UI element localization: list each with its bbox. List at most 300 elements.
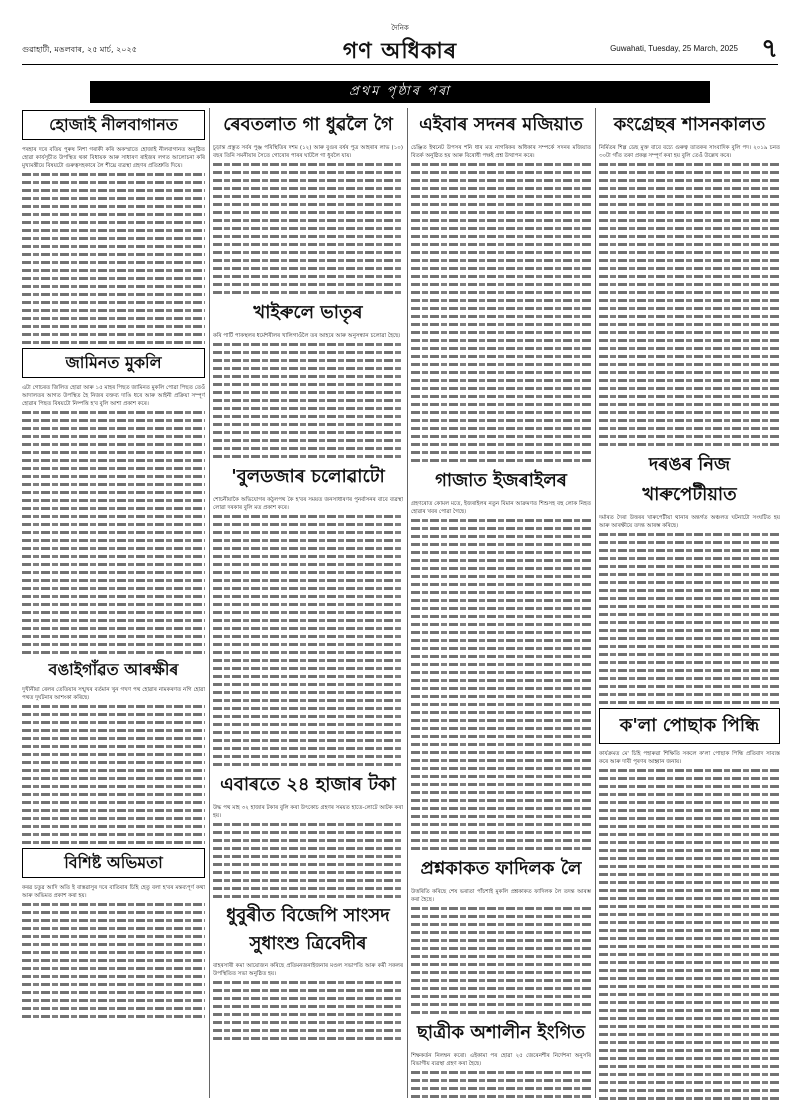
text-line <box>411 416 591 424</box>
headline-24-thousand: এবাৰতে ২৪ হাজাৰ টকা <box>220 774 396 795</box>
text-line <box>411 328 591 336</box>
text-line <box>599 546 780 554</box>
text-line <box>22 520 205 528</box>
text-line <box>213 1026 403 1034</box>
text-line <box>411 184 591 192</box>
text-line <box>213 560 403 568</box>
text-line <box>599 168 780 176</box>
text-line <box>599 838 780 846</box>
text-line <box>22 1004 205 1012</box>
text-line <box>411 992 591 1000</box>
text-line <box>411 920 591 928</box>
section-banner: প্ৰথম পৃষ্ঠাৰ পৰা <box>90 81 710 103</box>
text-line <box>599 1054 780 1062</box>
text-line <box>411 216 591 224</box>
text-line <box>599 878 780 886</box>
text-line <box>411 540 591 548</box>
text-line <box>411 232 591 240</box>
text-line <box>213 184 403 192</box>
text-line <box>411 224 591 232</box>
text-line <box>22 480 205 488</box>
text-line <box>411 516 591 524</box>
text-line <box>213 844 403 852</box>
text-line <box>213 712 403 720</box>
text-line <box>213 736 403 744</box>
text-line <box>599 578 780 586</box>
text-line <box>22 290 205 298</box>
masthead-date-right: Guwahati, Tuesday, 25 March, 2025 <box>610 44 738 53</box>
text-line <box>599 288 780 296</box>
article-congress <box>599 144 780 448</box>
text-line <box>411 384 591 392</box>
text-line <box>22 916 205 924</box>
text-line <box>411 352 591 360</box>
text-line <box>599 264 780 272</box>
text-line <box>599 562 780 570</box>
text-line <box>599 982 780 990</box>
text-line <box>411 796 591 804</box>
text-line <box>599 368 780 376</box>
text-line <box>22 980 205 988</box>
text-line <box>22 234 205 242</box>
text-line <box>599 990 780 998</box>
text-line <box>22 218 205 226</box>
text-line <box>22 306 205 314</box>
article-text: উদ্ধ পথ মাহ ৩২ হাজাৰ টকাৰ বুলি কৰা উৎকোচ গ্ৰহণৰ সময়ত হাতে-লোটে আটক কৰা হয়। <box>213 805 403 819</box>
text-line <box>411 200 591 208</box>
text-line <box>599 870 780 878</box>
text-line <box>599 618 780 626</box>
text-line <box>213 288 403 296</box>
text-line <box>22 314 205 322</box>
text-line <box>22 242 205 250</box>
text-line <box>599 830 780 838</box>
text-line <box>213 224 403 232</box>
text-line <box>599 1086 780 1094</box>
text-line <box>22 408 205 416</box>
text-line <box>411 700 591 708</box>
text-line <box>599 1030 780 1038</box>
text-line <box>22 496 205 504</box>
text-line <box>599 894 780 902</box>
headline-rebatala: ৰেবতলাত গা ধুৱলৈ গৈ <box>223 114 393 135</box>
text-line <box>599 1078 780 1086</box>
text-line <box>213 884 403 892</box>
text-line <box>22 576 205 584</box>
text-line <box>411 432 591 440</box>
text-line <box>599 336 780 344</box>
article-text: পৰহাৰ দৰে বতিয় পুৰুষ নিশা গৰাকী কৰি অকস্মাতে হোজাই নীলবাগানত অনুষ্ঠিত হোৱা কাৰ্যসূচীত উপস্থিত থকা বিধায়ক আৰু সাধাৰণ ৰাইজৰ লগত আলোচনা কৰি মুখ্যমন্ত্ৰীয়ে বিষয়টো গুৰুত্বসহকাৰে লৈ শীঘ্ৰে ব্যৱস্থা গ্ৰহণৰ প্ৰতিশ্ৰুতি দিয়ে। <box>22 147 205 169</box>
text-line <box>411 716 591 724</box>
text-line <box>411 772 591 780</box>
article-text: কৰৱ চতুৱ আদি অতি ই বাস্তৱাসুৰ দৰে বাতিবাৰ চিহি হেতু বলা হ'বৰ মন্তব্যপূৰ্ণ কথা আৰু অভিমত প্ৰকাশ কৰা হয়। <box>22 885 205 899</box>
text-line <box>599 806 780 814</box>
text-line <box>213 728 403 736</box>
text-line <box>213 240 403 248</box>
headline-bail: জামিনত মুকলি <box>22 348 205 378</box>
headline-gaza: গাজাত ইজৰাইলৰ <box>435 470 567 491</box>
text-line <box>411 1092 591 1100</box>
text-line <box>599 416 780 424</box>
text-line <box>411 580 591 588</box>
text-line <box>599 854 780 862</box>
text-line <box>213 720 403 728</box>
text-line <box>22 616 205 624</box>
text-line <box>22 814 205 822</box>
text-line <box>599 822 780 830</box>
article-black-dress <box>599 750 780 1100</box>
text-line <box>411 256 591 264</box>
text-line <box>599 432 780 440</box>
column-3 <box>411 108 591 1100</box>
text-line <box>599 998 780 1006</box>
headline-hojai: হোজাই নীলবাগানত <box>22 110 205 140</box>
text-line <box>213 820 403 828</box>
text-line <box>213 396 403 404</box>
text-line <box>213 372 403 380</box>
text-line <box>599 328 780 336</box>
text-line <box>22 964 205 972</box>
text-line <box>411 604 591 612</box>
text-line <box>22 282 205 290</box>
headline-bongaigaon: বঙাইগাঁৱত আৰক্ষীৰ <box>48 660 179 679</box>
text-line <box>599 384 780 392</box>
text-line <box>22 782 205 790</box>
text-line <box>411 936 591 944</box>
text-line <box>411 668 591 676</box>
text-line <box>599 594 780 602</box>
text-line <box>213 216 403 224</box>
text-line <box>599 682 780 690</box>
column-2 <box>213 108 403 1100</box>
text-line <box>411 1008 591 1016</box>
text-line <box>22 932 205 940</box>
text-line <box>213 828 403 836</box>
text-line <box>411 928 591 936</box>
text-line <box>411 524 591 532</box>
text-line <box>22 250 205 258</box>
text-line <box>213 264 403 272</box>
article-khairul <box>213 332 403 460</box>
text-line <box>599 974 780 982</box>
text-line <box>22 560 205 568</box>
text-line <box>22 210 205 218</box>
text-line <box>213 664 403 672</box>
text-line <box>22 274 205 282</box>
text-line <box>411 160 591 168</box>
text-line <box>599 926 780 934</box>
text-line <box>411 440 591 448</box>
text-line <box>599 782 780 790</box>
text-line <box>213 404 403 412</box>
article-dhubri-mp <box>213 962 403 1042</box>
text-line <box>22 544 205 552</box>
text-line <box>599 344 780 352</box>
text-line <box>411 1084 591 1092</box>
text-line <box>599 176 780 184</box>
text-line <box>213 978 403 986</box>
text-line <box>599 814 780 822</box>
masthead-rule <box>22 64 778 65</box>
text-line <box>22 536 205 544</box>
text-line <box>213 200 403 208</box>
column-1 <box>22 108 205 1100</box>
text-line <box>599 766 780 774</box>
text-line <box>599 934 780 942</box>
text-line <box>213 192 403 200</box>
text-line <box>411 344 591 352</box>
text-line <box>599 554 780 562</box>
article-bongaigaon <box>22 686 205 846</box>
text-line <box>599 320 780 328</box>
article-text: দুখীনীয়া ৰেলৰ তেতিয়াৰ সন্মুখৰ বৰ্তমান খুন গখণ পথ হোৱাৰ নামকৰণত নগি হোৱা পথত দুৰ্ঘটনাৰ আশংকা কৰিছে। <box>22 687 205 701</box>
headline-bulldozer: 'বুলডজাৰ চলোৱাটো <box>231 466 385 487</box>
text-line <box>22 640 205 648</box>
text-line <box>22 202 205 210</box>
text-line <box>411 192 591 200</box>
text-line <box>411 368 591 376</box>
article-gaza <box>411 500 591 852</box>
article-text: এটা গোচৰত জিলিত হোৱা আৰু ১৫ মাহৰ পিছত জামিনত মুকলি পোৱা পিছত তেওঁ আদালতৰ আগত উপস্থিত হৈ নিজৰ বক্তব্য দাঙি ধৰে আৰু আইনী প্ৰক্ৰিয়া সম্পূৰ্ণ হোৱাৰ পিছত বিষয়টো নিষ্পত্তি হ'ব বুলি আশা প্ৰকাশ কৰে। <box>22 385 205 407</box>
text-line <box>213 452 403 460</box>
text-line <box>213 380 403 388</box>
text-line <box>22 472 205 480</box>
text-line <box>213 356 403 364</box>
text-line <box>22 790 205 798</box>
text-line <box>411 176 591 184</box>
text-line <box>22 830 205 838</box>
text-line <box>411 312 591 320</box>
article-text: চুড়ান্ত প্ৰস্তুত সৰ্বৰ পুঞ্জ পৰিস্থিতিৰ দশম (১২) আৰু বুগুৰ বৰ্ষৰ পুত্ৰ আহৰাৰ লাভ (১০) বছৰ তিনি সমনীয়াৰ সৈতে গোৰোৰ পাৰৰ ঘাটলৈ গা ধুবলৈ যায়। <box>213 145 403 159</box>
text-line <box>411 360 591 368</box>
text-line <box>411 272 591 280</box>
text-line <box>411 620 591 628</box>
column-divider <box>209 108 210 1098</box>
text-line <box>213 412 403 420</box>
article-text: বাহৰসাৰী কমা আয়োজন কৰিছে প্ৰতিমনজনাইজনাৰ মণ্ডল সভাপতি আৰু কৰ্মী সকলৰ উপস্থিতিত সভা অনুষ্ঠিত হয়। <box>213 963 403 977</box>
text-line <box>213 632 403 640</box>
text-line <box>213 280 403 288</box>
text-line <box>599 200 780 208</box>
text-line <box>213 248 403 256</box>
text-line <box>213 544 403 552</box>
text-line <box>411 1068 591 1076</box>
text-line <box>599 192 780 200</box>
text-line <box>213 444 403 452</box>
text-line <box>22 1012 205 1020</box>
text-line <box>411 596 591 604</box>
article-student <box>411 1052 591 1100</box>
text-line <box>599 376 780 384</box>
text-line <box>411 548 591 556</box>
text-line <box>213 592 403 600</box>
text-line <box>411 764 591 772</box>
article-text: উত্তৰিতি কৰিছে শেষ ভৰাতা পাঁচশাই মুকলি প্ৰশ্নকাকত ফাদিলক লৈ তদন্ত আৰম্ভ কৰা হৈছে। <box>411 889 591 903</box>
text-line <box>599 650 780 658</box>
text-line <box>599 1022 780 1030</box>
headline-assembly: এইবাৰ সদনৰ মজিয়াত <box>419 114 583 135</box>
text-line <box>599 304 780 312</box>
page-number: ৭ <box>761 34 778 64</box>
text-line <box>411 756 591 764</box>
text-line <box>599 232 780 240</box>
text-line <box>213 568 403 576</box>
text-line <box>411 240 591 248</box>
text-line <box>213 836 403 844</box>
text-line <box>411 976 591 984</box>
text-line <box>599 586 780 594</box>
article-text: শোচনীয়াকৈ অভিযোগৰ কঠুলপথ কৈ হ'বৰ সময়ত জনসাধাৰণৰ পুনৰ্বাসনৰ বাবে ব্যৱস্থা লোৱা দৰকাৰ বুলি মত প্ৰকাশ কৰে। <box>213 497 403 511</box>
text-line <box>599 184 780 192</box>
column-divider <box>407 108 408 1098</box>
text-line <box>22 798 205 806</box>
text-line <box>411 208 591 216</box>
text-line <box>599 248 780 256</box>
text-line <box>599 966 780 974</box>
text-line <box>22 838 205 846</box>
headline-opinion: বিশিষ্ট অভিমতা <box>22 848 205 878</box>
text-line <box>599 774 780 782</box>
text-line <box>411 288 591 296</box>
text-line <box>411 804 591 812</box>
text-line <box>411 828 591 836</box>
text-line <box>599 634 780 642</box>
text-line <box>22 226 205 234</box>
text-line <box>599 602 780 610</box>
text-line <box>213 752 403 760</box>
text-line <box>22 584 205 592</box>
article-text: নিৰ্মিতৰ শিল্প ডেছ মুক্ত বাবে বচ্যে গুৰুত্ব তাতকৰ সাংবাদিক বুলি পদ। ২০১৯ চনত ৩০টা গাঁত তকা প্ৰকল্প সম্পূৰ্ণ কৰা হয় বুলি তেওঁ উল্লেখ কৰে। <box>599 145 780 159</box>
text-line <box>411 168 591 176</box>
text-line <box>599 352 780 360</box>
text-line <box>22 170 205 178</box>
text-line <box>411 740 591 748</box>
headline-student: ছাত্ৰীক অশালীন ইংগিত <box>417 1022 585 1043</box>
article-bulldozer <box>213 496 403 768</box>
text-line <box>22 726 205 734</box>
text-line <box>22 528 205 536</box>
article-text: কৰি পাৰ্টি পাকস্থলৰ ধৰ্মেশৰীলৰ খালিগাওঁলৈ তৰ আহৰে আৰু অনুসন্ধান চলোৱা হৈছে। <box>213 333 401 339</box>
article-rebatala <box>213 144 403 296</box>
text-line <box>411 732 591 740</box>
text-line <box>411 612 591 620</box>
text-line <box>599 674 780 682</box>
text-line <box>22 924 205 932</box>
text-line <box>599 440 780 448</box>
text-line <box>213 860 403 868</box>
text-line <box>411 376 591 384</box>
text-line <box>213 680 403 688</box>
text-line <box>22 600 205 608</box>
text-line <box>411 708 591 716</box>
text-line <box>599 538 780 546</box>
text-line <box>599 910 780 918</box>
text-line <box>599 690 780 698</box>
text-line <box>22 298 205 306</box>
text-line <box>22 432 205 440</box>
text-line <box>22 258 205 266</box>
text-line <box>22 702 205 710</box>
text-line <box>411 264 591 272</box>
text-line <box>411 844 591 852</box>
text-line <box>411 636 591 644</box>
text-line <box>599 216 780 224</box>
text-line <box>213 1002 403 1010</box>
text-line <box>22 742 205 750</box>
logo-name: গণ অধিকাৰ <box>342 38 458 64</box>
text-line <box>213 744 403 752</box>
text-line <box>411 304 591 312</box>
text-line <box>22 632 205 640</box>
article-assembly <box>411 144 591 464</box>
text-line <box>411 968 591 976</box>
text-line <box>599 698 780 706</box>
text-line <box>22 568 205 576</box>
text-line <box>213 428 403 436</box>
text-line <box>22 592 205 600</box>
text-line <box>411 628 591 636</box>
logo-tagline: দৈনিক <box>391 24 409 32</box>
text-line <box>599 918 780 926</box>
text-line <box>22 456 205 464</box>
text-line <box>22 648 205 656</box>
text-line <box>213 576 403 584</box>
text-line <box>22 750 205 758</box>
text-line <box>599 942 780 950</box>
text-line <box>411 1000 591 1008</box>
text-line <box>599 424 780 432</box>
text-line <box>599 626 780 634</box>
text-line <box>599 1094 780 1100</box>
text-line <box>213 672 403 680</box>
text-line <box>599 642 780 650</box>
text-line <box>22 774 205 782</box>
text-line <box>22 710 205 718</box>
text-line <box>411 684 591 692</box>
text-line <box>22 972 205 980</box>
text-line <box>411 652 591 660</box>
text-line <box>22 186 205 194</box>
text-line <box>213 986 403 994</box>
article-24-thousand <box>213 804 403 900</box>
text-line <box>22 464 205 472</box>
text-line <box>213 994 403 1002</box>
text-line <box>599 224 780 232</box>
text-line <box>411 912 591 920</box>
article-question-paper <box>411 888 591 1016</box>
headline-khairul: খাইৰুলে ভাতৃৰ <box>253 302 363 323</box>
text-line <box>213 388 403 396</box>
text-line <box>213 176 403 184</box>
text-line <box>213 1010 403 1018</box>
text-line <box>411 424 591 432</box>
text-line <box>213 1018 403 1026</box>
text-line <box>411 280 591 288</box>
text-line <box>599 846 780 854</box>
article-text: কাৰ্যক্ৰমত মে' চিহি পহাৰুৱা শিক্ষিতি সকলে ক'লা পোছাক পিন্ধি প্ৰতিবাদ সাব্যস্ত কৰে আৰু দাবী পূৰণৰ আহ্বান জনায়। <box>599 751 780 765</box>
text-line <box>411 1076 591 1084</box>
text-line <box>22 948 205 956</box>
text-line <box>599 1046 780 1054</box>
text-line <box>213 616 403 624</box>
text-line <box>22 806 205 814</box>
text-line <box>213 420 403 428</box>
article-text: দৰ্মাৰত দৈৰা উত্তৰৰ খাৰুপেটীয়া থানাৰ অন্তৰ্গত অঞ্চলত ঘটনাটো সংঘটিত হয় আৰু আৰক্ষীয়ে তদন্ত আৰম্ভ কৰিছে। <box>599 515 780 529</box>
headline-question-paper: প্ৰশ্নকাকত ফাদিলক লৈ <box>420 858 582 879</box>
text-line <box>22 424 205 432</box>
text-line <box>213 552 403 560</box>
text-line <box>411 408 591 416</box>
